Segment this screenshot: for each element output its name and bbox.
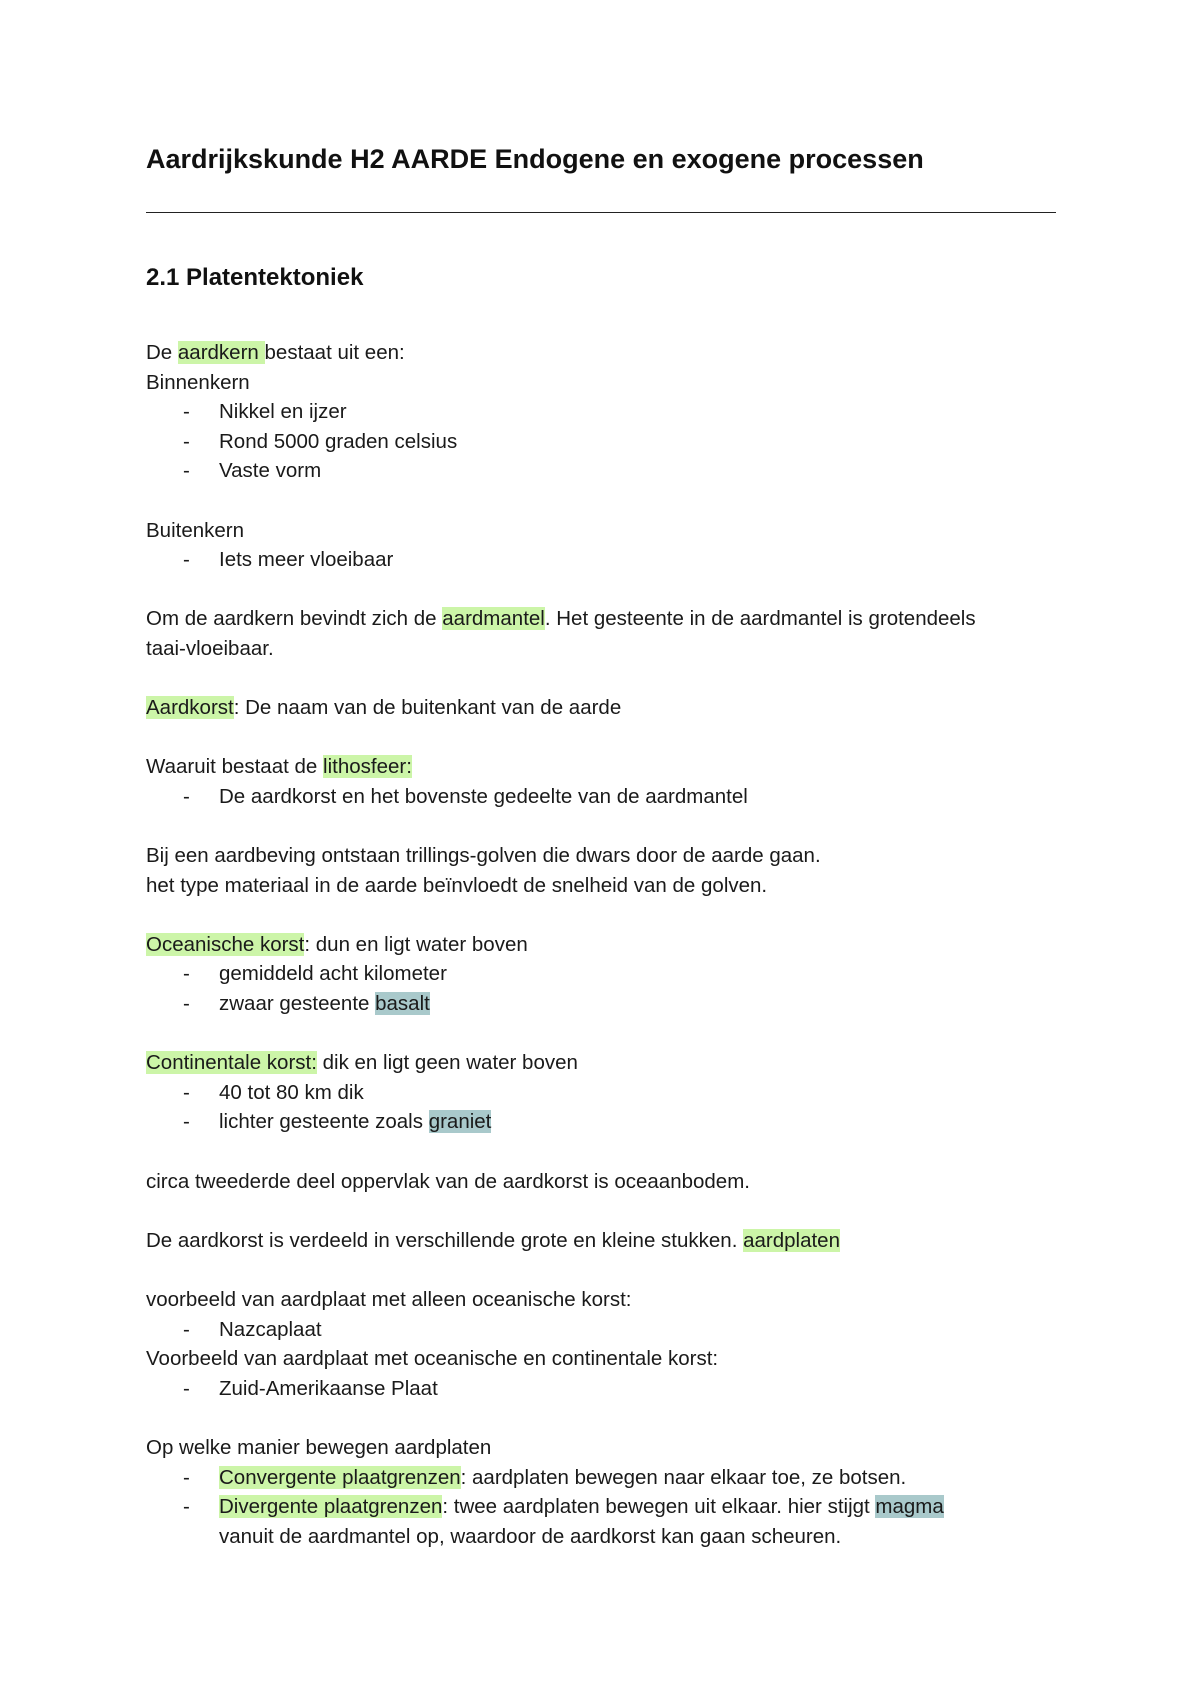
list-dash: -: [183, 1465, 190, 1489]
list-item: [146, 1078, 1066, 1108]
paragraph-aardmantel: [146, 604, 1066, 634]
highlight-graniet: graniet: [428, 1110, 492, 1134]
text: : dun en ligt water boven: [304, 932, 528, 956]
paragraph-voorbeeld-continentaal: Voorbeeld van aardplaat met oceanische en continentale korst:: [146, 1347, 719, 1371]
text: : De naam van de buitenkant van de aarde: [233, 696, 622, 720]
paragraph-continentale-korst: [146, 1048, 1066, 1078]
list-dash: -: [183, 1080, 190, 1104]
list-dash: -: [183, 962, 190, 986]
document-title: Aardrijkskunde H2 AARDE Endogene en exogene processen: [146, 144, 924, 174]
list-item-text: Vaste vorm: [219, 459, 322, 483]
list-dash: -: [183, 1317, 190, 1341]
highlight-convergente: Convergente plaatgrenzen: [219, 1465, 461, 1489]
list-item: [146, 782, 1066, 812]
list-item-text: vanuit de aardmantel op, waardoor de aardkorst kan gaan scheuren.: [219, 1524, 842, 1548]
highlight-aardkern: aardkern: [177, 341, 265, 364]
section-heading: 2.1 Platentektoniek: [146, 264, 364, 291]
list-dash: -: [183, 429, 190, 453]
list-item: [146, 545, 1066, 575]
list-item-text: : twee aardplaten bewegen uit elkaar. hier stijgt: [442, 1495, 876, 1519]
paragraph-bewegen: Op welke manier bewegen aardplaten: [146, 1435, 492, 1459]
list-item: [146, 1374, 1066, 1404]
list-item-text: De aardkorst en het bovenste gedeelte van de aardmantel: [219, 784, 748, 808]
list-dash: -: [183, 1110, 190, 1134]
paragraph-lithosfeer: [146, 752, 1066, 782]
text: . Het gesteente in de aardmantel is grotendeels: [544, 607, 976, 631]
highlight-divergente: Divergente plaatgrenzen: [219, 1495, 443, 1519]
label-binnenkern: Binnenkern: [146, 370, 250, 394]
list-item-text: Nazcaplaat: [219, 1317, 322, 1341]
highlight-continentale-korst: Continentale korst:: [146, 1051, 317, 1075]
list-item-text: Iets meer vloeibaar: [219, 548, 394, 572]
list-item-continuation: [146, 1522, 1066, 1552]
highlight-basalt: basalt: [375, 992, 430, 1016]
highlight-lithosfeer: lithosfeer:: [323, 755, 412, 779]
paragraph-aardmantel-cont: taai-vloeibaar.: [146, 636, 274, 660]
list-item: [146, 1107, 1066, 1137]
list-item-text: Zuid-Amerikaanse Plaat: [219, 1376, 438, 1400]
list-item: [146, 1463, 1066, 1493]
paragraph-aardbeving-cont: het type materiaal in de aarde beïnvloedt de snelheid van de golven.: [146, 873, 768, 897]
paragraph-aardkern: [146, 338, 1066, 368]
text: Waaruit bestaat de: [146, 755, 324, 779]
list-dash: -: [183, 1376, 190, 1400]
list-dash: -: [183, 459, 190, 483]
list-dash: -: [183, 1495, 190, 1519]
text: Om de aardkern bevindt zich de: [146, 607, 443, 631]
list-dash: -: [183, 400, 190, 424]
list-item-text: zwaar gesteente: [219, 992, 376, 1016]
highlight-aardkorst: Aardkorst: [146, 696, 234, 720]
paragraph-voorbeeld-oceanisch: voorbeeld van aardplaat met alleen oceanische korst:: [146, 1288, 632, 1311]
list-dash: -: [183, 992, 190, 1016]
list-item: [146, 456, 1066, 486]
list-dash: -: [183, 784, 190, 808]
paragraph-oceanische-korst: [146, 930, 1066, 960]
list-item-text: gemiddeld acht kilometer: [219, 962, 447, 986]
list-item: [146, 989, 1066, 1019]
list-item-text: lichter gesteente zoals: [219, 1110, 429, 1134]
paragraph-aardkorst: [146, 693, 1066, 723]
list-item: [146, 1315, 1066, 1345]
list-item-text: : aardplaten bewegen naar elkaar toe, ze botsen.: [460, 1465, 907, 1489]
title-divider: [146, 212, 1056, 213]
paragraph-oceaanbodem: circa tweederde deel oppervlak van de aardkorst is oceaanbodem.: [146, 1169, 750, 1193]
document-body: [146, 338, 1066, 1551]
list-item: [146, 959, 1066, 989]
highlight-aardplaten: aardplaten: [743, 1228, 840, 1252]
list-item: [146, 397, 1066, 427]
list-item: [146, 1492, 1066, 1522]
highlight-oceanische-korst: Oceanische korst: [146, 932, 305, 956]
list-item-text: Rond 5000 graden celsius: [219, 429, 458, 453]
list-item-text: 40 tot 80 km dik: [219, 1080, 364, 1104]
highlight-magma: magma: [875, 1495, 944, 1519]
list-dash: -: [183, 548, 190, 572]
text: bestaat uit een:: [264, 341, 405, 364]
text: dik en ligt geen water boven: [316, 1051, 578, 1075]
list-item-text: Nikkel en ijzer: [219, 400, 347, 424]
text: De: [146, 341, 178, 364]
list-item: [146, 427, 1066, 457]
highlight-aardmantel: aardmantel: [442, 607, 545, 631]
label-buitenkern: Buitenkern: [146, 518, 245, 542]
text: De aardkorst is verdeeld in verschillende grote en kleine stukken.: [146, 1228, 744, 1252]
paragraph-aardplaten: [146, 1226, 1066, 1256]
paragraph-aardbeving: Bij een aardbeving ontstaan trillings-golven die dwars door de aarde gaan.: [146, 844, 821, 868]
